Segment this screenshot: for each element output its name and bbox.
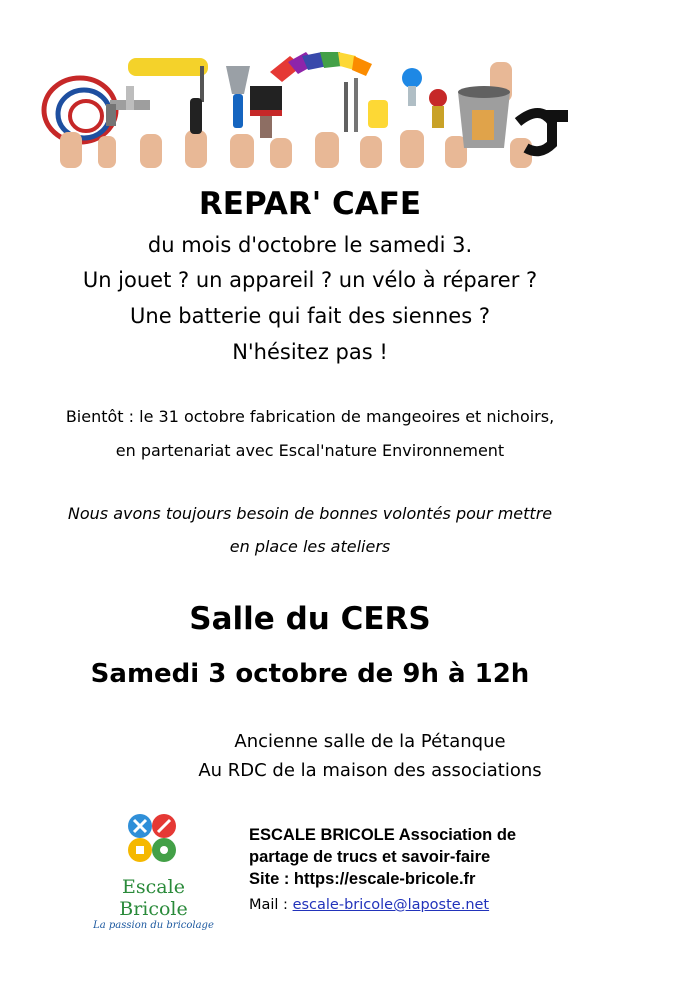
logo-tagline: La passion du bricolage [93,920,214,931]
volunteers-line-2: en place les ateliers [229,537,391,556]
paintbrush-icon [250,86,282,138]
logo-name: Escale Bricole [119,876,188,920]
footer-line-2: partage de trucs et savoir-faire [249,848,491,866]
scraper-icon [226,66,250,128]
hose-icon [44,78,116,142]
mail-label: Mail : [249,897,293,913]
screwdriver-icon [344,78,388,132]
soon-line-2: en partenariat avec Escal'nature Environnement [115,441,505,460]
logo-quadrant-icon [86,812,221,870]
footer-line-1: ESCALE BRICOLE Association de [249,826,517,844]
intro-line-3: Une batterie qui fait des siennes ? [130,304,490,328]
event-title: REPAR' CAFE [198,186,422,222]
intro-line-1: du mois d'octobre le samedi 3. [147,233,473,257]
valve-icon [402,68,447,128]
escale-bricole-logo [86,812,221,931]
address-line-2: Au RDC de la maison des associations [198,760,542,781]
soon-line-1: Bientôt : le 31 octobre fabrication de mangeoires et nichoirs, [65,407,555,426]
paint-bucket-icon [458,86,510,148]
mail-link[interactable]: escale-bricole@laposte.net [292,897,490,913]
address-line-1: Ancienne salle de la Pétanque [234,731,506,752]
color-swatch-icon [270,52,372,82]
footer-site: Site : https://escale-bricole.fr [249,870,476,888]
tools-banner-image [40,52,575,168]
paint-roller-icon [128,58,208,134]
intro-line-2: Un jouet ? un appareil ? un vélo à réparer ? [82,268,538,292]
event-date-time: Samedi 3 octobre de 9h à 12h [90,659,530,689]
volunteers-line-1: Nous avons toujours besoin de bonnes volontés pour mettre [67,504,553,523]
footer-mail [249,897,489,913]
venue-name: Salle du CERS [189,601,431,637]
intro-line-4: N'hésitez pas ! [232,340,388,364]
